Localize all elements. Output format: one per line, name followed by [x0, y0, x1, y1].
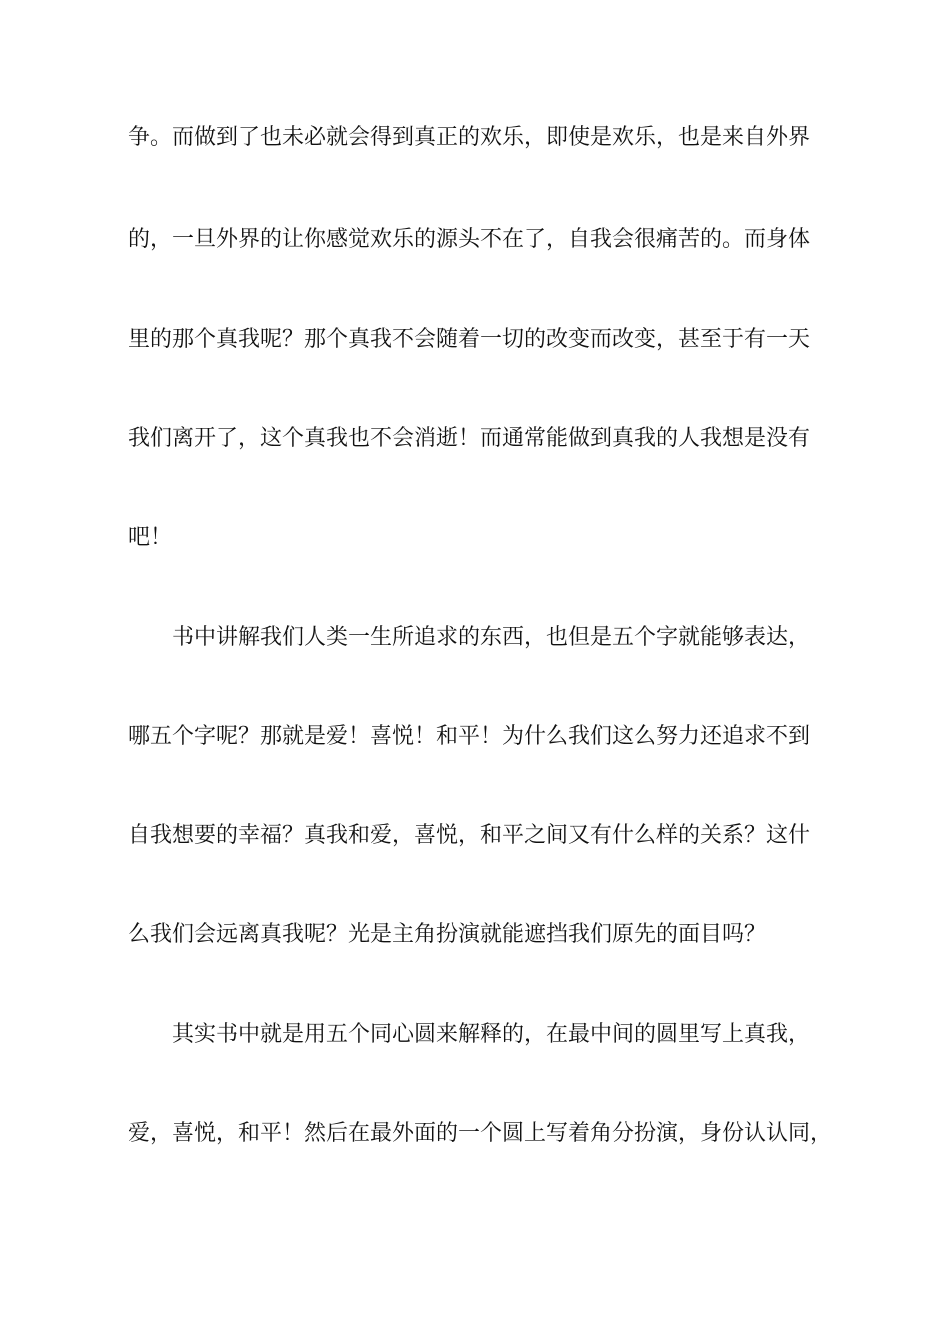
text-line: 爱，喜悦，和平！然后在最外面的一个圆上写着角分扮演，身份认认同， — [128, 1121, 833, 1146]
text-line: 吧！ — [128, 525, 173, 550]
paragraph-first-line: 书中讲解我们人类一生所追求的东西，也但是五个字就能够表达， — [172, 625, 811, 650]
paragraph-first-line: 其实书中就是用五个同心圆来解释的，在最中间的圆里写上真我， — [172, 1022, 811, 1047]
text-line: 我们离开了，这个真我也不会消逝！而通常能做到真我的人我想是没有 — [128, 426, 811, 451]
text-line: 么我们会远离真我呢？光是主角扮演就能遮挡我们原先的面目吗？ — [128, 922, 767, 947]
text-line: 自我想要的幸福？真我和爱，喜悦，和平之间又有什么样的关系？这什 — [128, 823, 811, 848]
text-line: 争。而做到了也未必就会得到真正的欢乐，即使是欢乐，也是来自外界 — [128, 125, 811, 150]
text-line: 哪五个字呢？那就是爱！喜悦！和平！为什么我们这么努力还追求不到 — [128, 724, 811, 749]
text-line: 的，一旦外界的让你感觉欢乐的源头不在了，自我会很痛苦的。而身体 — [128, 227, 811, 252]
text-line: 里的那个真我呢？那个真我不会随着一切的改变而改变，甚至于有一天 — [128, 327, 811, 352]
